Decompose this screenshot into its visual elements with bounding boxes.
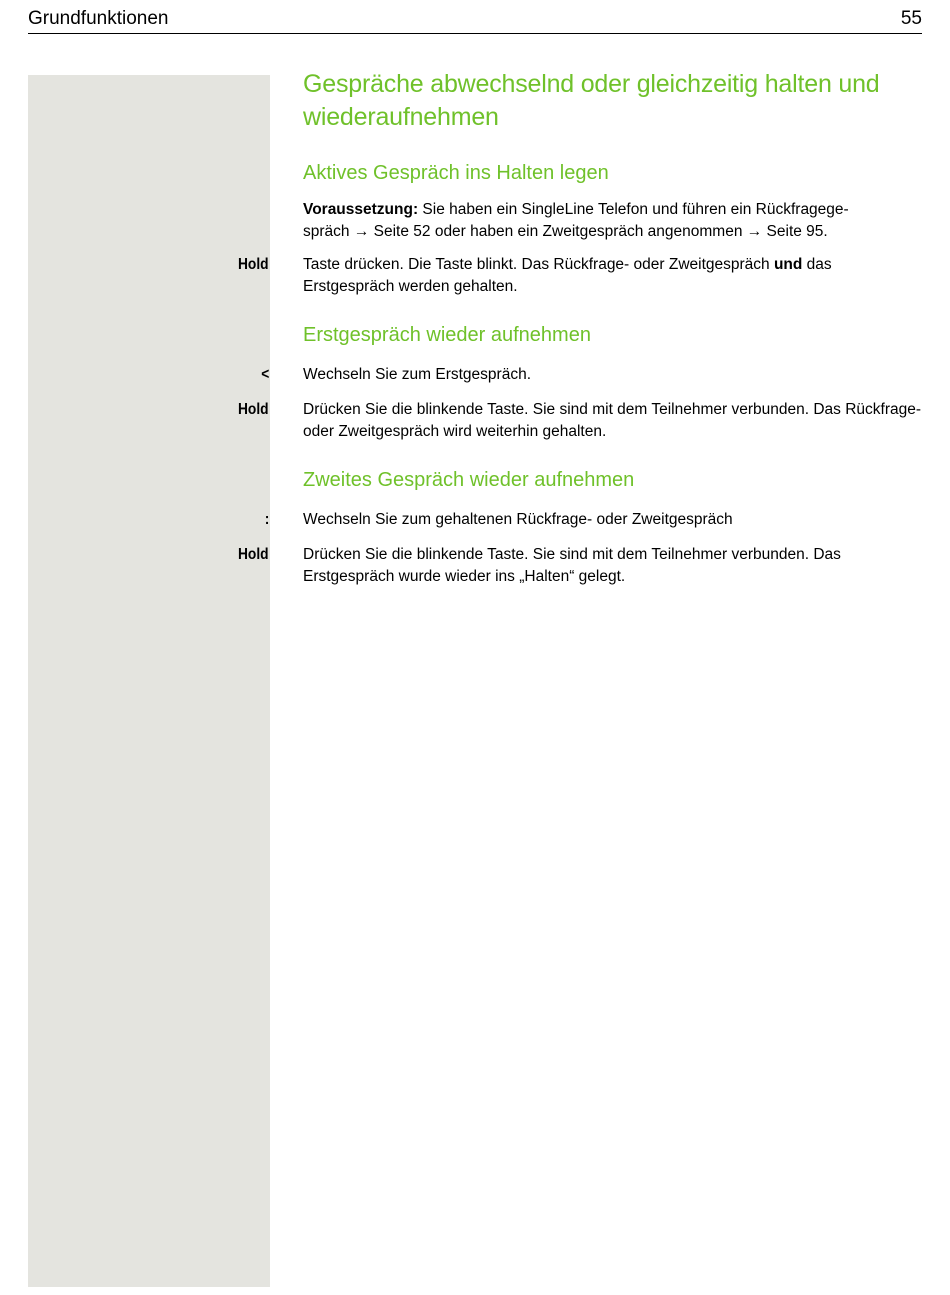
prerequisite-text [303, 199, 928, 243]
prerequisite-label: Voraussetzung: [303, 201, 419, 218]
step-text: Wechseln Sie zum Erstgespräch. [303, 366, 532, 383]
section-title-resume-first: Erstgespräch wieder aufnehmen [303, 324, 591, 346]
prerequisite-line2: spräch → Seite 52 oder haben ein Zweitgespräch angenommen → Seite 95. [303, 223, 828, 240]
section-title-hold-active: Aktives Gespräch ins Halten legen [303, 162, 609, 184]
step-text: Drücken Sie die blinkende Taste. Sie sind mit dem Teilnehmer verbunden. Das Rückfrage- oder Zweitgespräch wird weiterhin gehalten. [303, 401, 922, 440]
step-text-bold: und [773, 256, 803, 273]
sidebar-panel [28, 75, 270, 1287]
hold-key-label: Hold [238, 401, 269, 418]
hold-key-label: Hold [238, 256, 269, 273]
page-title: Gespräche abwechselnd oder gleichzeitig halten und wiederaufnehmen [303, 70, 880, 131]
section-title-resume-second: Zweites Gespräch wieder aufnehmen [303, 469, 635, 491]
step-text-part: das Erstgespräch werden gehalten. [303, 256, 832, 295]
page-number: 55 [900, 8, 922, 29]
step-text: Drücken Sie die blinkende Taste. Sie sind mit dem Teilnehmer verbunden. Das Erstgespräch wurde wieder ins „Halten“ gelegt. [303, 546, 841, 585]
prerequisite-line1: Sie haben ein SingleLine Telefon und führen ein Rückfragege- [418, 201, 849, 218]
page-header [28, 6, 922, 34]
step-text: Wechseln Sie zum gehaltenen Rückfrage- oder Zweitgespräch [303, 511, 733, 528]
chapter-title: Grundfunktionen [28, 8, 169, 29]
step-text-part: Taste drücken. Die Taste blinkt. Das Rückfrage- oder Zweitgespräch [303, 256, 774, 273]
hold-key-label: Hold [238, 546, 269, 563]
right-arrow-key-label: : [264, 511, 269, 528]
step-text [303, 254, 918, 298]
left-arrow-key-label: < [260, 366, 269, 383]
